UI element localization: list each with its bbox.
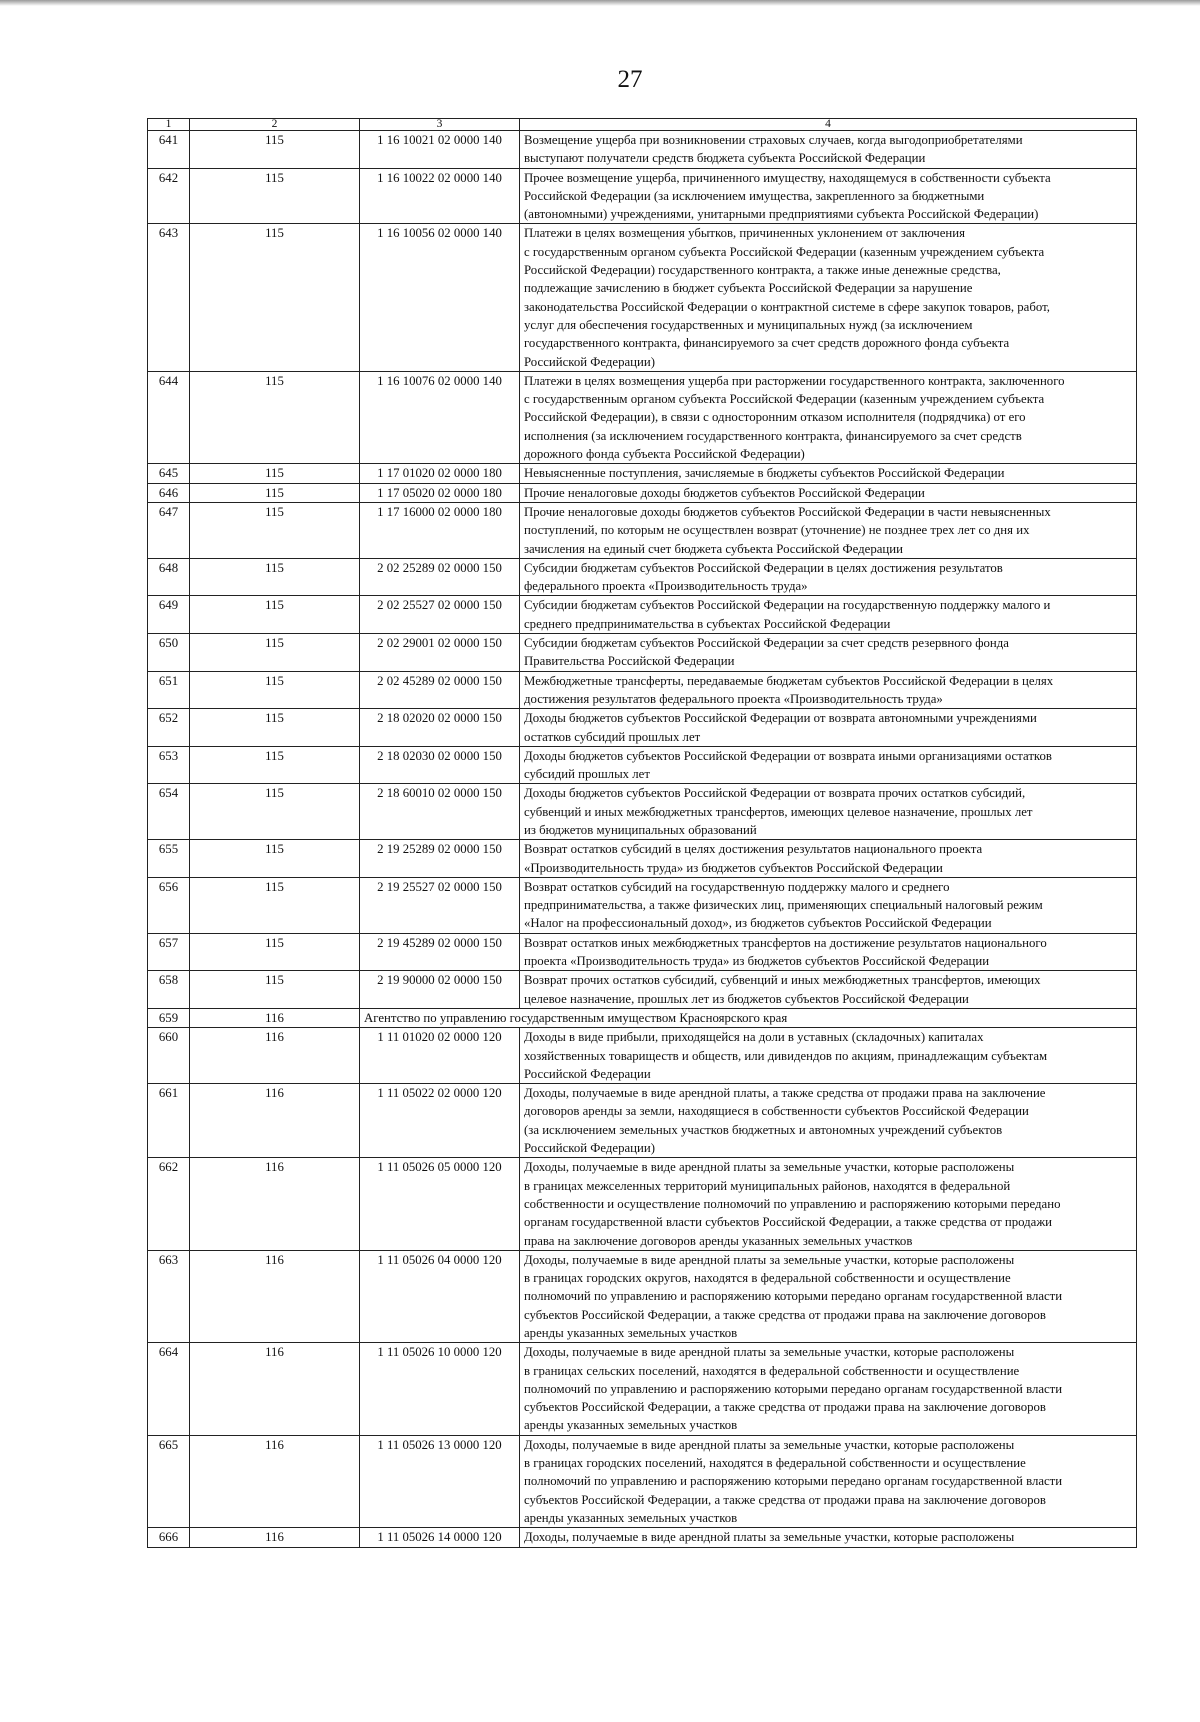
row-number-cell: 641 [148, 131, 190, 169]
income-name-cell [520, 840, 1137, 878]
income-name-cell [520, 634, 1137, 672]
admin-code-cell: 115 [190, 671, 360, 709]
table-row [148, 1158, 1137, 1250]
row-number-cell: 642 [148, 168, 190, 224]
income-name-line: Доходы бюджетов субъектов Российской Федерации от возврата иными организациями остатков [524, 748, 1052, 763]
row-number-cell: 659 [148, 1008, 190, 1027]
row-number-cell: 665 [148, 1435, 190, 1527]
income-name-line: предпринимательства, а также физических лиц, применяющих специальный налоговый режим [524, 898, 1043, 913]
income-name-cell [520, 746, 1137, 784]
budget-code-cell: 1 11 05026 04 0000 120 [360, 1250, 520, 1342]
income-name-cell [520, 971, 1137, 1009]
budget-code-cell: 2 18 02020 02 0000 150 [360, 709, 520, 747]
income-name-line: полномочий по управлению и распоряжению которыми передано органам государственной власти [524, 1289, 1063, 1304]
admin-code-cell: 116 [190, 1343, 360, 1435]
admin-code-cell: 115 [190, 483, 360, 502]
income-name-line: Правительства Российской Федерации [524, 654, 735, 669]
row-number-cell: 663 [148, 1250, 190, 1342]
admin-code-cell: 115 [190, 933, 360, 971]
table-row [148, 1028, 1137, 1084]
income-name-line: Российской Федерации [524, 1066, 651, 1081]
row-number-cell: 647 [148, 502, 190, 558]
row-number-cell: 644 [148, 371, 190, 463]
table-row [148, 596, 1137, 634]
income-name-line: Доходы, получаемые в виде арендной платы за земельные участки, которые расположены [524, 1345, 1015, 1360]
income-name-line: Субсидии бюджетам субъектов Российской Федерации на государственную поддержку малого и [524, 598, 1051, 613]
table-row [148, 1250, 1137, 1342]
income-name-line: Доходы, получаемые в виде арендной платы за земельные участки, которые расположены [524, 1530, 1015, 1545]
income-name-cell [520, 596, 1137, 634]
income-name-line: субвенций и иных межбюджетных трансфертов, имеющих целевое назначение, прошлых лет [524, 804, 1033, 819]
income-name-line: Доходы, получаемые в виде арендной платы за земельные участки, которые расположены [524, 1437, 1015, 1452]
income-name-cell [520, 1343, 1137, 1435]
income-name-line: законодательства Российской Федерации о контрактной системе в сфере закупок товаров, работ, [524, 299, 1050, 314]
row-number-cell: 649 [148, 596, 190, 634]
income-name-line: договоров аренды за земли, находящиеся в собственности субъектов Российской Федерации [524, 1104, 1029, 1119]
income-name-line: в границах сельских поселений, находятся в федеральной собственности и осуществление [524, 1363, 1020, 1378]
row-number-cell: 666 [148, 1528, 190, 1547]
income-name-cell [520, 464, 1137, 483]
admin-code-cell: 115 [190, 709, 360, 747]
income-name-line: Субсидии бюджетам субъектов Российской Федерации за счет средств резервного фонда [524, 636, 1009, 651]
row-number-cell: 657 [148, 933, 190, 971]
header-cell-3: 3 [360, 119, 520, 131]
income-name-line: подлежащие зачислению в бюджет субъекта Российской Федерации за нарушение [524, 281, 973, 296]
income-name-cell [520, 558, 1137, 596]
income-name-line: аренды указанных земельных участков [524, 1418, 738, 1433]
income-name-line: хозяйственных товариществ и обществ, или дивидендов по акциям, принадлежащим субъектам [524, 1048, 1048, 1063]
income-name-line: Субсидии бюджетам субъектов Российской Федерации в целях достижения результатов [524, 560, 1003, 575]
budget-code-cell: 2 18 02030 02 0000 150 [360, 746, 520, 784]
income-name-line: в границах городских поселений, находятся в федеральной собственности и осуществление [524, 1456, 1026, 1471]
table-row [148, 1008, 1137, 1027]
income-name-line: Возврат прочих остатков субсидий, субвенций и иных межбюджетных трансфертов, имеющих [524, 973, 1041, 988]
table-row [148, 634, 1137, 672]
income-name-line: поступлений, по которым не осуществлен возврат (уточнение) не позднее трех лет со дня их [524, 523, 1030, 538]
income-name-line: Российской Федерации), в связи с односторонним отказом исполнителя (подрядчика) от его [524, 410, 1026, 425]
budget-code-cell: 2 02 29001 02 0000 150 [360, 634, 520, 672]
income-name-line: Доходы бюджетов субъектов Российской Федерации от возврата автономными учреждениями [524, 711, 1037, 726]
income-name-line: «Производительность труда» из бюджетов субъектов Российской Федерации [524, 860, 943, 875]
income-name-line: в границах межселенных территорий муниципальных районов, находятся в федеральной [524, 1178, 1011, 1193]
income-name-cell [520, 877, 1137, 933]
income-name-line: достижения результатов федерального проекта «Производительность труда» [524, 691, 943, 706]
income-name-line: Платежи в целях возмещения убытков, причиненных уклонением от заключения [524, 226, 965, 241]
admin-code-cell: 115 [190, 224, 360, 371]
admin-code-cell: 116 [190, 1008, 360, 1027]
table-row [148, 1528, 1137, 1547]
row-number-cell: 651 [148, 671, 190, 709]
administrator-name-cell: Агентство по управлению государственным имуществом Красноярского края [360, 1008, 1137, 1027]
income-name-cell [520, 784, 1137, 840]
income-name-line: из бюджетов муниципальных образований [524, 822, 757, 837]
row-number-cell: 662 [148, 1158, 190, 1250]
income-name-cell [520, 709, 1137, 747]
row-number-cell: 654 [148, 784, 190, 840]
income-name-line: Прочие неналоговые доходы бюджетов субъектов Российской Федерации в части невыясненных [524, 504, 1051, 519]
table-row [148, 1084, 1137, 1158]
table-header-row [148, 119, 1137, 131]
income-name-line: услуг для обеспечения государственных и муниципальных нужд (за исключением [524, 317, 973, 332]
budget-code-cell: 2 19 25527 02 0000 150 [360, 877, 520, 933]
row-number-cell: 650 [148, 634, 190, 672]
income-name-line: Платежи в целях возмещения ущерба при расторжении государственного контракта, заключенного [524, 373, 1065, 388]
income-name-line: (за исключением земельных участков бюджетных и автономных учреждений субъектов [524, 1122, 1003, 1137]
admin-code-cell: 115 [190, 840, 360, 878]
table-row [148, 671, 1137, 709]
table-body [148, 119, 1137, 1548]
table-row [148, 502, 1137, 558]
income-name-line: Возмещение ущерба при возникновении страховых случаев, когда выгодоприобретателями [524, 133, 1023, 147]
admin-code-cell: 115 [190, 502, 360, 558]
income-name-line: исполнения (за исключением государственного контракта, финансируемого за счет средств [524, 428, 1022, 443]
admin-code-cell: 116 [190, 1435, 360, 1527]
admin-code-cell: 115 [190, 464, 360, 483]
income-name-line: Доходы в виде прибыли, приходящейся на доли в уставных (складочных) капиталах [524, 1030, 984, 1045]
budget-code-cell: 2 02 25289 02 0000 150 [360, 558, 520, 596]
income-name-line: среднего предпринимательства в субъектах Российской Федерации [524, 616, 891, 631]
budget-code-cell: 1 16 10076 02 0000 140 [360, 371, 520, 463]
income-name-line: аренды указанных земельных участков [524, 1326, 738, 1340]
table-row [148, 709, 1137, 747]
row-number-cell: 660 [148, 1028, 190, 1084]
income-name-line: зачисления на единый счет бюджета субъекта Российской Федерации [524, 541, 903, 556]
income-name-line: Возврат остатков иных межбюджетных трансфертов на достижение результатов национального [524, 935, 1047, 950]
income-name-line: Российской Федерации) [524, 354, 655, 369]
income-name-line: проекта «Производительность труда» из бюджетов субъектов Российской Федерации [524, 954, 990, 969]
admin-code-cell: 116 [190, 1250, 360, 1342]
income-name-line: целевое назначение, прошлых лет из бюджетов субъектов Российской Федерации [524, 991, 969, 1006]
row-number-cell: 648 [148, 558, 190, 596]
budget-code-cell: 1 16 10022 02 0000 140 [360, 168, 520, 224]
row-number-cell: 656 [148, 877, 190, 933]
table-row [148, 224, 1137, 371]
table-row [148, 371, 1137, 463]
income-name-line: Прочее возмещение ущерба, причиненного имуществу, находящемуся в собственности субъекта [524, 170, 1051, 185]
table-row [148, 933, 1137, 971]
income-name-line: Прочие неналоговые доходы бюджетов субъектов Российской Федерации [524, 485, 925, 500]
budget-code-cell: 1 17 01020 02 0000 180 [360, 464, 520, 483]
income-name-line: Доходы бюджетов субъектов Российской Федерации от возврата прочих остатков субсидий, [524, 786, 1026, 801]
income-name-cell [520, 933, 1137, 971]
income-name-line: Возврат остатков субсидий в целях достижения результатов национального проекта [524, 842, 983, 857]
income-name-line: Невыясненные поступления, зачисляемые в бюджеты субъектов Российской Федерации [524, 466, 1005, 481]
scan-edge [0, 0, 1200, 6]
income-name-line: Доходы, получаемые в виде арендной платы за земельные участки, которые расположены [524, 1160, 1015, 1175]
income-name-cell [520, 483, 1137, 502]
budget-code-cell: 2 02 45289 02 0000 150 [360, 671, 520, 709]
table-row [148, 558, 1137, 596]
admin-code-cell: 115 [190, 131, 360, 169]
income-name-cell [520, 502, 1137, 558]
income-name-line: (автономными) учреждениями, унитарными предприятиями субъекта Российской Федерации) [524, 207, 1039, 222]
budget-code-cell: 1 11 05026 10 0000 120 [360, 1343, 520, 1435]
table-row [148, 168, 1137, 224]
table-row [148, 131, 1137, 169]
income-name-line: в границах городских округов, находятся в федеральной собственности и осуществление [524, 1271, 1011, 1286]
table-row [148, 746, 1137, 784]
income-name-line: федерального проекта «Производительность труда» [524, 579, 808, 594]
income-name-cell [520, 1084, 1137, 1158]
page-number: 27 [617, 66, 643, 93]
income-name-line: права на заключение договоров аренды указанных земельных участков [524, 1233, 913, 1248]
admin-code-cell: 115 [190, 877, 360, 933]
income-name-cell [520, 131, 1137, 169]
income-name-line: полномочий по управлению и распоряжению которыми передано органам государственной власти [524, 1474, 1063, 1489]
budget-code-cell: 1 17 05020 02 0000 180 [360, 483, 520, 502]
income-name-line: дорожного фонда субъекта Российской Федерации) [524, 447, 805, 462]
row-number-cell: 655 [148, 840, 190, 878]
income-name-line: собственности и осуществление полномочий по управлению и распоряжению которыми передано [524, 1196, 1061, 1211]
income-name-line: с государственным органом субъекта Российской Федерации (казенным учреждением субъекта [524, 392, 1045, 407]
table-row [148, 1343, 1137, 1435]
income-name-cell [520, 1250, 1137, 1342]
budget-code-cell: 2 19 45289 02 0000 150 [360, 933, 520, 971]
income-name-line: Возврат остатков субсидий на государственную поддержку малого и среднего [524, 879, 950, 894]
row-number-cell: 658 [148, 971, 190, 1009]
row-number-cell: 653 [148, 746, 190, 784]
income-name-line: субъектов Российской Федерации, а также средства от продажи права на заключение договоров [524, 1307, 1046, 1322]
admin-code-cell: 116 [190, 1028, 360, 1084]
admin-code-cell: 115 [190, 784, 360, 840]
income-name-line: остатков субсидий прошлых лет [524, 729, 701, 744]
income-name-line: Российской Федерации) [524, 1141, 655, 1156]
row-number-cell: 646 [148, 483, 190, 502]
income-name-line: с государственным органом субъекта Российской Федерации (казенным учреждением субъекта [524, 244, 1045, 259]
row-number-cell: 643 [148, 224, 190, 371]
admin-code-cell: 115 [190, 558, 360, 596]
budget-code-cell: 1 11 01020 02 0000 120 [360, 1028, 520, 1084]
income-name-line: аренды указанных земельных участков [524, 1510, 738, 1525]
income-name-cell [520, 671, 1137, 709]
row-number-cell: 664 [148, 1343, 190, 1435]
income-name-line: субъектов Российской Федерации, а также средства от продажи права на заключение договоров [524, 1492, 1046, 1507]
budget-code-cell: 1 11 05022 02 0000 120 [360, 1084, 520, 1158]
table-row [148, 877, 1137, 933]
budget-code-cell: 1 11 05026 13 0000 120 [360, 1435, 520, 1527]
budget-code-cell: 2 19 25289 02 0000 150 [360, 840, 520, 878]
row-number-cell: 652 [148, 709, 190, 747]
income-name-line: выступают получатели средств бюджета субъекта Российской Федерации [524, 151, 926, 166]
header-cell-2: 2 [190, 119, 360, 131]
budget-code-cell: 1 17 16000 02 0000 180 [360, 502, 520, 558]
admin-code-cell: 115 [190, 971, 360, 1009]
table-row [148, 1435, 1137, 1527]
admin-code-cell: 115 [190, 168, 360, 224]
income-name-line: Доходы, получаемые в виде арендной платы за земельные участки, которые расположены [524, 1252, 1015, 1267]
table-row [148, 483, 1137, 502]
table-row [148, 971, 1137, 1009]
admin-code-cell: 116 [190, 1084, 360, 1158]
admin-code-cell: 115 [190, 596, 360, 634]
budget-code-cell: 2 02 25527 02 0000 150 [360, 596, 520, 634]
admin-code-cell: 116 [190, 1528, 360, 1547]
budget-code-cell: 1 16 10021 02 0000 140 [360, 131, 520, 169]
income-name-cell [520, 1528, 1137, 1547]
income-name-line: субъектов Российской Федерации, а также средства от продажи права на заключение договоров [524, 1400, 1046, 1415]
admin-code-cell: 115 [190, 634, 360, 672]
income-name-cell [520, 1435, 1137, 1527]
income-name-line: «Налог на профессиональный доход», из бюджетов субъектов Российской Федерации [524, 916, 992, 931]
header-cell-1: 1 [148, 119, 190, 131]
income-name-cell [520, 1028, 1137, 1084]
admin-code-cell: 115 [190, 746, 360, 784]
row-number-cell: 661 [148, 1084, 190, 1158]
budget-code-cell: 1 16 10056 02 0000 140 [360, 224, 520, 371]
income-name-line: государственного контракта, финансируемого за счет средств дорожного фонда субъекта [524, 336, 1010, 351]
header-cell-4: 4 [520, 119, 1137, 131]
income-name-line: Российской Федерации (за исключением имущества, закрепленного за бюджетными [524, 188, 985, 203]
income-name-cell [520, 168, 1137, 224]
table-row [148, 784, 1137, 840]
income-name-line: Доходы, получаемые в виде арендной платы, а также средства от продажи права на заключение [524, 1086, 1046, 1101]
income-name-line: субсидий прошлых лет [524, 767, 650, 782]
budget-code-cell: 1 11 05026 05 0000 120 [360, 1158, 520, 1250]
income-name-line: органам государственной власти субъектов Российской Федерации, а также средства от продажи [524, 1215, 1053, 1230]
row-number-cell: 645 [148, 464, 190, 483]
income-name-line: полномочий по управлению и распоряжению которыми передано органам государственной власти [524, 1381, 1063, 1396]
income-name-cell [520, 224, 1137, 371]
income-codes-table [147, 118, 1137, 1548]
admin-code-cell: 115 [190, 371, 360, 463]
income-name-line: Российской Федерации) государственного контракта, а также иные денежные средства, [524, 263, 1001, 278]
budget-code-cell: 2 19 90000 02 0000 150 [360, 971, 520, 1009]
income-name-cell [520, 1158, 1137, 1250]
budget-code-cell: 2 18 60010 02 0000 150 [360, 784, 520, 840]
table-row [148, 464, 1137, 483]
budget-code-cell: 1 11 05026 14 0000 120 [360, 1528, 520, 1547]
income-name-line: Межбюджетные трансферты, передаваемые бюджетам субъектов Российской Федерации в целях [524, 673, 1054, 688]
income-name-cell [520, 371, 1137, 463]
table-row [148, 840, 1137, 878]
admin-code-cell: 116 [190, 1158, 360, 1250]
